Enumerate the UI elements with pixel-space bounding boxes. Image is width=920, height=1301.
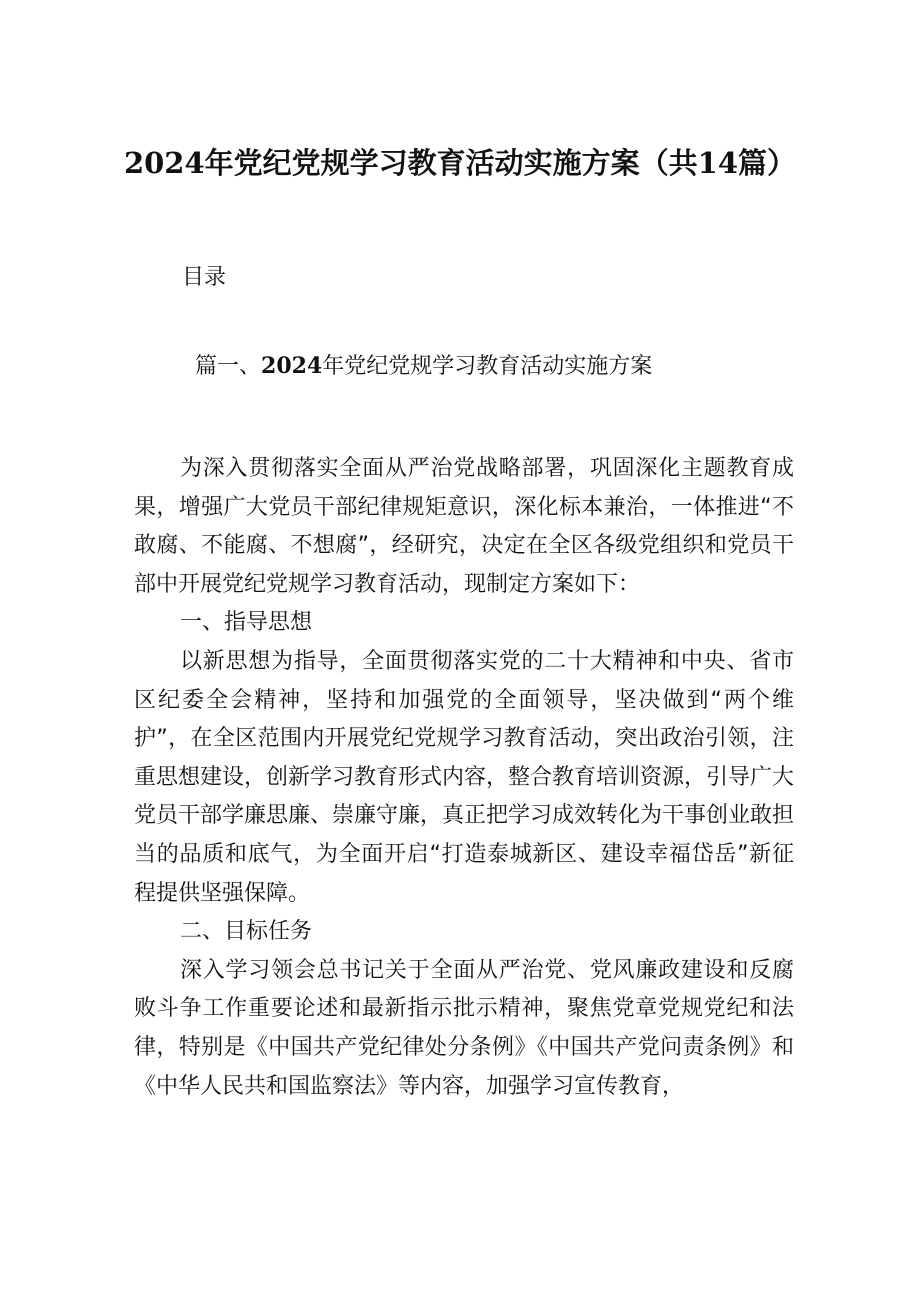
toc-item-text: 年党纪党规学习教育活动实施方案	[322, 354, 653, 379]
section-heading-guiding-thought: 一、指导思想	[180, 610, 313, 636]
toc-item-prefix: 篇一、	[195, 354, 262, 379]
intro-paragraph: 为深入贯彻落实全面从严治党战略部署，巩固深化主题教育成果，增强广大党员干部纪律规矩意识，深化标本兼治，一体推进“不敢腐、不能腐、不想腐”，经研究，决定在全区各级党组织和党员干部中开展党纪党规学习教育活动，现制定方案如下：	[134, 456, 794, 597]
toc-item-1[interactable]	[195, 350, 652, 383]
document-title: 2024年党纪党规学习教育活动实施方案（共14篇）	[123, 146, 797, 180]
toc-label: 目录	[182, 265, 227, 290]
document-body	[134, 450, 794, 1106]
goals-paragraph: 深入学习领会总书记关于全面从严治党、党风廉政建设和反腐败斗争工作重要论述和最新指示批示精神，聚焦党章党规党纪和法律，特别是《中国共产党纪律处分条例》《中国共产党问责条例》和《中华人民共和国监察法》等内容，加强学习宣传教育，	[134, 957, 794, 1099]
toc-item-year: 2024	[261, 353, 323, 379]
section-heading-goals: 二、目标任务	[180, 919, 313, 945]
guiding-thought-paragraph: 以新思想为指导，全面贯彻落实党的二十大精神和中央、省市区纪委全会精神，坚持和加强党的全面领导，坚决做到“两个维护”，在全区范围内开展党纪党规学习教育活动，突出政治引领，注重思想建设，创新学习教育形式内容，整合教育培训资源，引导广大党员干部学廉思廉、崇廉守廉，真正把学习成效转化为干事创业敢担当的品质和底气，为全面开启“打造泰城新区、建设幸福岱岳”新征程提供坚强保障。	[134, 648, 795, 906]
